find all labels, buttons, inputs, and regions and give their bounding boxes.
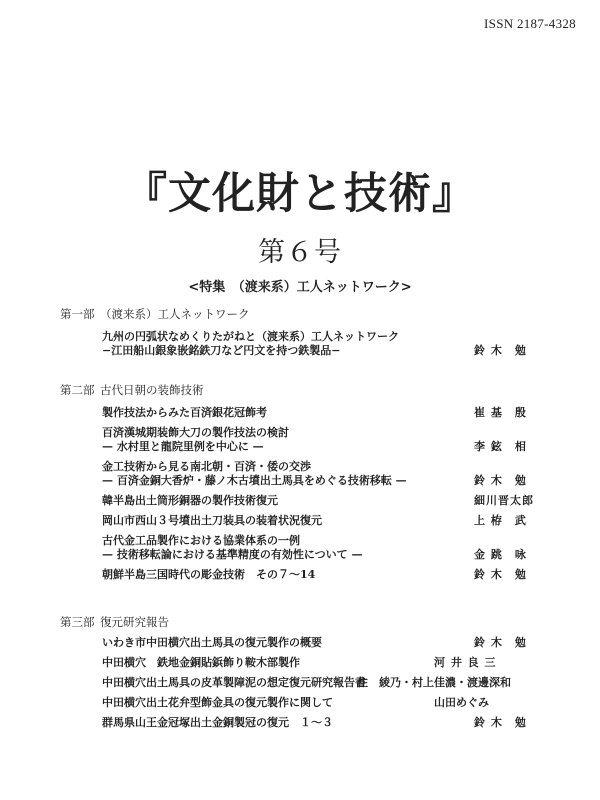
entry-title: 中田横穴出土花弁型飾金具の復元製作に関して	[102, 696, 333, 709]
entry-author: 李 鉉 相	[474, 440, 527, 453]
part-heading	[60, 304, 570, 324]
toc-entry[interactable]	[102, 426, 570, 454]
special-feature-heading: <特集 （渡来系）工人ネットワーク>	[188, 280, 412, 295]
entry-subtitle: −江田船山銀象嵌銘鉄刀など円文を持つ鉄製品−	[102, 344, 341, 357]
entry-title: いわき市中田横穴出土馬具の復元製作の概要	[102, 636, 322, 649]
entry-subtitle: — 水村里と龍院里例を中心に —	[102, 440, 264, 453]
entry-author: 金 跳 咏	[474, 548, 527, 561]
entry-title: 群馬県山王金冠塚出土金銅製冠の復元 １〜３	[102, 716, 333, 729]
part-heading	[60, 380, 570, 400]
entry-title: 中田横穴 鉄地金銅貼鋲飾り鞍木部製作	[102, 656, 300, 669]
toc-entry[interactable]	[102, 534, 570, 562]
entry-title: 中田横穴出土馬具の皮革製障泥の想定復元研究報告書	[102, 676, 366, 689]
toc-entry[interactable]	[102, 460, 570, 488]
entry-author: 鈴 木 勉	[474, 568, 527, 581]
part-title: 古代日朝の装飾技術	[100, 383, 204, 397]
entry-subtitle: — 百済金銅大香炉・藤ノ木古墳出土馬具をめぐる技術移転 —	[102, 474, 407, 487]
entry-author: 崔 基 殷	[474, 406, 527, 419]
entry-title: 岡山市西山３号墳出土刀装具の装着状況復元	[102, 514, 322, 527]
toc-entry[interactable]	[102, 656, 570, 670]
toc-entry[interactable]	[102, 568, 570, 582]
part-number: 第二部	[60, 383, 95, 397]
entry-title: 金工技術から見る南北朝・百済・倭の交渉	[102, 460, 311, 473]
toc-entry[interactable]	[102, 696, 570, 710]
entry-subtitle: — 技術移転論における基準精度の有効性について —	[102, 548, 363, 561]
entry-author: 住 綾乃・村上佳濃・渡邊深和	[357, 676, 511, 689]
issn-label: ISSN 2187-4328	[484, 16, 576, 31]
entry-title: 製作技法からみた百済銀花冠飾考	[102, 406, 267, 419]
toc-entry[interactable]	[102, 636, 570, 650]
toc-entry[interactable]	[102, 716, 570, 730]
entry-author: 細川晋太郎	[474, 494, 534, 507]
part-1-section	[60, 304, 570, 364]
entry-author: 鈴 木 勉	[474, 716, 527, 729]
entry-author: 山田めぐみ	[434, 696, 489, 709]
entry-title: 朝鮮半島三国時代の彫金技術 その７〜14	[102, 568, 316, 581]
journal-title: 『文化財と技術』	[124, 169, 476, 219]
entry-author: 上 栫 武	[474, 514, 527, 527]
entry-author: 鈴 木 勉	[474, 636, 527, 649]
part-2-section	[60, 380, 570, 588]
part-number: 第三部	[60, 615, 95, 629]
part-title: 復元研究報告	[100, 615, 169, 629]
entry-author: 河 井 良 三	[434, 656, 497, 669]
entry-title: 百済漢城期装飾大刀の製作技法の検討	[102, 426, 289, 439]
part-number: 第一部	[60, 307, 95, 321]
entry-title: 九州の円弧状なめくりたがねと（渡来系）工人ネットワーク	[102, 330, 399, 343]
part-title: （渡来系）工人ネットワーク	[100, 307, 250, 321]
entry-title: 韓半島出土筒形銅器の製作技術復元	[102, 494, 278, 507]
entry-author: 鈴 木 勉	[474, 474, 527, 487]
toc-entry[interactable]	[102, 676, 570, 690]
entry-title: 古代金工品製作における協業体系の一例	[102, 534, 300, 547]
toc-entry[interactable]	[102, 330, 570, 358]
entry-author: 鈴 木 勉	[474, 344, 527, 357]
part-3-section	[60, 612, 570, 736]
part-heading	[60, 612, 570, 632]
toc-entry[interactable]	[102, 406, 570, 420]
toc-entry[interactable]	[102, 514, 570, 528]
issue-number: 第６号	[258, 237, 342, 268]
toc-entry[interactable]	[102, 494, 570, 508]
